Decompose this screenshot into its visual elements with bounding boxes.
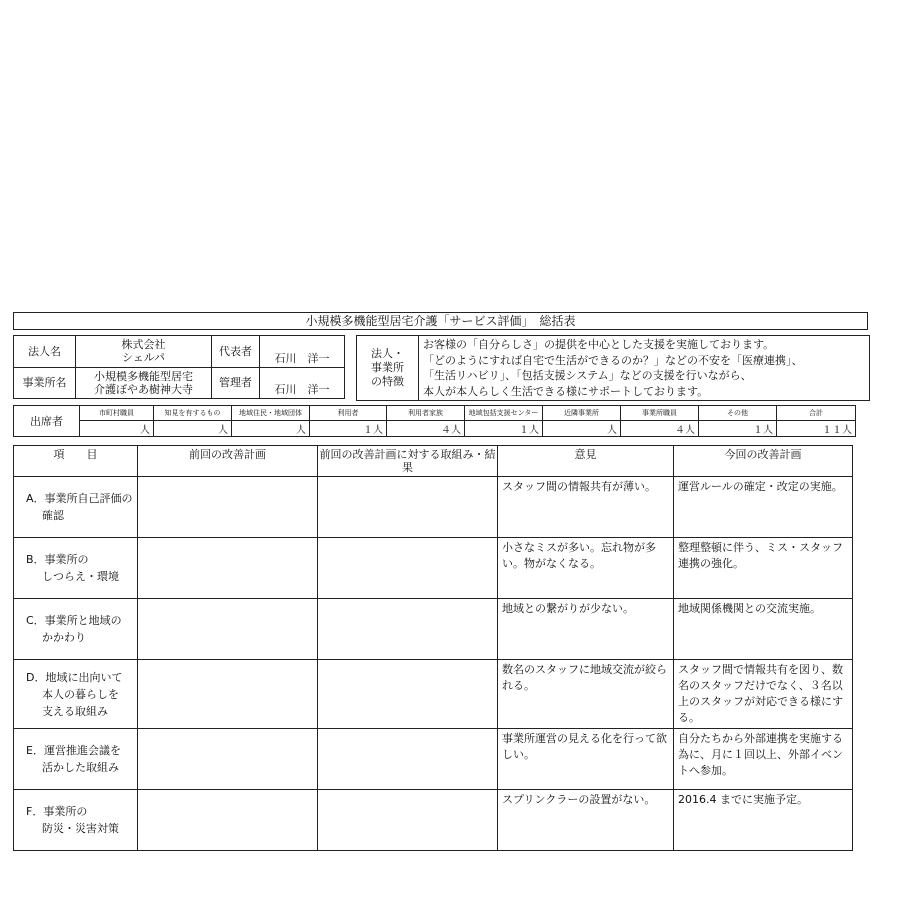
- attendee-header: 市町村職員: [80, 406, 154, 421]
- row-previous-plan: [138, 729, 318, 790]
- row-item-line2: しつらえ・環境: [42, 570, 119, 583]
- sheet-title: [13, 312, 868, 330]
- row-results: [318, 477, 498, 538]
- row-item-line1: C．事業所と地域の: [26, 614, 122, 627]
- attendee-header: 地域包括支援センター: [465, 406, 543, 421]
- features-label-line3: の特徴: [371, 375, 404, 388]
- row-item-line1: E．運営推進会議を: [26, 744, 121, 757]
- features-line: 「どのようにすれば自宅で生活ができるのか？」などの不安を「医療連携」、: [423, 353, 803, 367]
- table-row: [14, 538, 853, 599]
- header-opinion: 意見: [498, 446, 674, 477]
- manager-name: 石川 洋一: [260, 367, 345, 399]
- row-previous-plan: [138, 660, 318, 729]
- office-label: 事業所名: [14, 367, 76, 399]
- row-results: [318, 599, 498, 660]
- row-current-plan: スタッフ間で情報共有を図り、数名のスタッフだけでなく、３名以上のスタッフが対応できる様にする。: [674, 660, 853, 729]
- row-results: [318, 660, 498, 729]
- row-previous-plan: [138, 790, 318, 851]
- row-previous-plan: [138, 477, 318, 538]
- row-item: [14, 729, 138, 790]
- features-label: [357, 336, 419, 401]
- header-results: 前回の改善計画に対する取組み・結果: [318, 446, 498, 477]
- attendees-label: 出席者: [14, 406, 80, 437]
- row-current-plan: 運営ルールの確定・改定の実施。: [674, 477, 853, 538]
- attendee-header: 知見を有するもの: [154, 406, 232, 421]
- attendee-header: 合計: [777, 406, 856, 421]
- row-item-line1: A．事業所自己評価の: [26, 492, 133, 505]
- row-item-line2: 確認: [42, 509, 64, 522]
- row-results: [318, 538, 498, 599]
- attendee-count: １人: [699, 421, 777, 437]
- table-row: [14, 660, 853, 729]
- features-text: [419, 336, 870, 401]
- row-previous-plan: [138, 599, 318, 660]
- header-current-plan: 今回の改善計画: [674, 446, 853, 477]
- row-previous-plan: [138, 538, 318, 599]
- row-current-plan: 2016.4 までに実施予定。: [674, 790, 853, 851]
- row-opinion: スプリンクラーの設置がない。: [498, 790, 674, 851]
- office-name: [76, 367, 212, 399]
- attendee-header: 利用者家族: [387, 406, 465, 421]
- table-row: [14, 599, 853, 660]
- row-item: [14, 790, 138, 851]
- table-row: [14, 477, 853, 538]
- attendee-count: 人: [154, 421, 232, 437]
- sheet-title-text: 小規模多機能型居宅介護「サービス評価」 総括表: [305, 314, 576, 328]
- corporation-name-line2: シェルパ: [121, 351, 165, 365]
- row-results: [318, 790, 498, 851]
- attendee-total: １１人: [777, 421, 856, 437]
- row-opinion: 地域との繋がりが少ない。: [498, 599, 674, 660]
- representative-label: 代表者: [212, 336, 260, 368]
- attendee-count: １人: [465, 421, 543, 437]
- row-item-line2: 本人の暮らしを: [42, 687, 119, 701]
- row-current-plan: 自分たちから外部連携を実施する為に、月に１回以上、外部イベントへ参加。: [674, 729, 853, 790]
- row-results: [318, 729, 498, 790]
- features-table: [356, 335, 870, 401]
- attendee-count: 人: [232, 421, 310, 437]
- evaluation-table: [13, 445, 853, 851]
- row-item-line2: かかわり: [42, 631, 86, 644]
- corporation-label: 法人名: [14, 336, 76, 368]
- row-opinion: 小さなミスが多い。忘れ物が多い。物がなくなる。: [498, 538, 674, 599]
- features-label-line2: 事業所: [371, 361, 404, 374]
- attendee-header: 地域住民・地域団体: [232, 406, 310, 421]
- row-opinion: スタッフ間の情報共有が薄い。: [498, 477, 674, 538]
- attendee-count: 人: [543, 421, 621, 437]
- header-item: 項 目: [14, 446, 138, 477]
- row-item-line1: D．地域に出向いて: [26, 670, 123, 684]
- header-previous-plan: 前回の改善計画: [138, 446, 318, 477]
- row-item-line2: 防災・災害対策: [42, 822, 119, 835]
- features-label-line1: 法人・: [371, 347, 404, 360]
- attendee-header: その他: [699, 406, 777, 421]
- attendee-header: 事業所職員: [621, 406, 699, 421]
- evaluation-header-row: [14, 446, 853, 477]
- corporation-info-table: [13, 335, 345, 399]
- office-name-line2: 介護ぼやあ樹神大寺: [94, 382, 193, 396]
- attendee-header: 近隣事業所: [543, 406, 621, 421]
- office-name-line1: 小規模多機能型居宅: [94, 369, 193, 383]
- features-line: お客様の「自分らしさ」の提供を中心とした支援を実施しております。: [423, 338, 775, 351]
- row-item-line1: F．事業所の: [26, 805, 88, 818]
- features-line: 本人が本人らしく生活できる様にサポートしております。: [423, 384, 709, 398]
- features-line: 「生活リハビリ」、「包括支援システム」などの支援を行いながら、: [423, 369, 752, 382]
- row-item-line3: 支える取組み: [42, 704, 108, 718]
- row-item: [14, 660, 138, 729]
- representative-name: 石川 洋一: [260, 336, 345, 368]
- row-item-line2: 活かした取組み: [42, 761, 119, 774]
- row-item: [14, 477, 138, 538]
- attendee-count: 人: [80, 421, 154, 437]
- row-item: [14, 538, 138, 599]
- attendee-count: ４人: [621, 421, 699, 437]
- row-item: [14, 599, 138, 660]
- attendees-table: [13, 405, 856, 437]
- attendee-count: １人: [310, 421, 387, 437]
- row-opinion: 数名のスタッフに地域交流が絞られる。: [498, 660, 674, 729]
- corporation-name: [76, 336, 212, 368]
- row-item-line1: B．事業所の: [26, 553, 89, 566]
- row-opinion: 事業所運営の見える化を行って欲しい。: [498, 729, 674, 790]
- table-row: [14, 729, 853, 790]
- manager-label: 管理者: [212, 367, 260, 399]
- corporation-name-line1: 株式会社: [121, 338, 166, 352]
- row-current-plan: 地域関係機関との交流実施。: [674, 599, 853, 660]
- attendee-header: 利用者: [310, 406, 387, 421]
- attendee-count: ４人: [387, 421, 465, 437]
- row-current-plan: 整理整頓に伴う、ミス・スタッフ連携の強化。: [674, 538, 853, 599]
- table-row: [14, 790, 853, 851]
